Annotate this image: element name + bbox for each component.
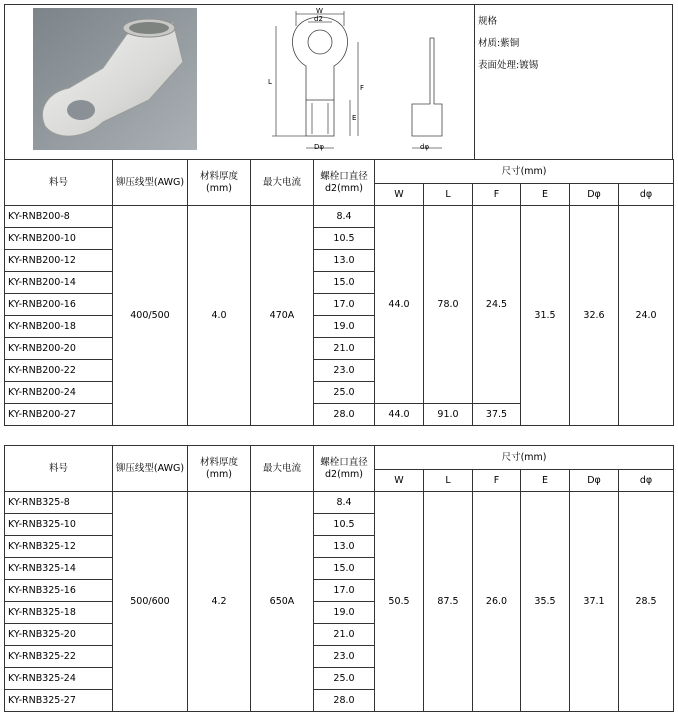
header-e: E [521, 470, 570, 492]
part-number: KY-RNB325-22 [5, 646, 113, 668]
l-value-last: 91.0 [424, 404, 473, 426]
part-number: KY-RNB325-16 [5, 580, 113, 602]
d2-value: 13.0 [314, 250, 375, 272]
header-Dphi: Dφ [570, 184, 619, 206]
header-thickness: 材料厚度 (mm) [188, 160, 251, 206]
header-l: L [424, 470, 473, 492]
l-value: 87.5 [424, 492, 473, 712]
l-value: 78.0 [424, 206, 473, 404]
part-number: KY-RNB200-20 [5, 338, 113, 360]
w-value: 50.5 [375, 492, 424, 712]
header-bolt: 螺栓口直径 d2(mm) [314, 446, 375, 492]
wire-value: 400/500 [113, 206, 188, 426]
header-f: F [473, 184, 521, 206]
part-number: KY-RNB325-10 [5, 514, 113, 536]
header-w: W [375, 470, 424, 492]
d2-value: 23.0 [314, 360, 375, 382]
part-number: KY-RNB200-27 [5, 404, 113, 426]
header-Dphi: Dφ [570, 470, 619, 492]
d2-value: 23.0 [314, 646, 375, 668]
part-number: KY-RNB200-14 [5, 272, 113, 294]
thickness-value: 4.2 [188, 492, 251, 712]
Dphi-value: 32.6 [570, 206, 619, 426]
header-bolt: 螺栓口直径 d2(mm) [314, 160, 375, 206]
spec-material: 材质:紫铜 [478, 38, 520, 49]
d2-value: 21.0 [314, 624, 375, 646]
w-value-last: 44.0 [375, 404, 424, 426]
header-part-no: 料号 [5, 160, 113, 206]
Dphi-value: 37.1 [570, 492, 619, 712]
spec-title: 规格 [478, 16, 498, 27]
product-photo [33, 8, 197, 150]
header-size: 尺寸(mm) [375, 160, 674, 184]
d2-value: 28.0 [314, 404, 375, 426]
spec-panel [474, 4, 673, 159]
part-number: KY-RNB200-24 [5, 382, 113, 404]
f-value: 24.5 [473, 206, 521, 404]
header-l: L [424, 184, 473, 206]
d2-value: 8.4 [314, 492, 375, 514]
dim-l-label: L [268, 78, 272, 86]
dim-dphi-upper-label: Dφ [314, 143, 325, 151]
d2-value: 25.0 [314, 382, 375, 404]
part-number: KY-RNB325-27 [5, 690, 113, 712]
dim-w-label: W [316, 7, 323, 15]
part-number: KY-RNB325-20 [5, 624, 113, 646]
d2-value: 10.5 [314, 514, 375, 536]
d2-value: 28.0 [314, 690, 375, 712]
part-number: KY-RNB325-18 [5, 602, 113, 624]
d2-value: 19.0 [314, 602, 375, 624]
e-value: 31.5 [521, 206, 570, 426]
d2-value: 15.0 [314, 558, 375, 580]
header-part-no: 料号 [5, 446, 113, 492]
d2-value: 25.0 [314, 668, 375, 690]
current-value: 470A [251, 206, 314, 426]
d2-value: 17.0 [314, 294, 375, 316]
part-number: KY-RNB200-22 [5, 360, 113, 382]
d2-value: 15.0 [314, 272, 375, 294]
header-w: W [375, 184, 424, 206]
spec-surface: 表面处理:镀锡 [478, 60, 539, 71]
header-wire: 铆压线型(AWG) [113, 446, 188, 492]
w-value: 44.0 [375, 206, 424, 404]
header-dphi: dφ [619, 184, 674, 206]
f-value: 26.0 [473, 492, 521, 712]
part-number: KY-RNB325-14 [5, 558, 113, 580]
header-thickness: 材料厚度 (mm) [188, 446, 251, 492]
part-number: KY-RNB200-12 [5, 250, 113, 272]
d2-value: 17.0 [314, 580, 375, 602]
dimension-drawing [258, 8, 468, 156]
header-e: E [521, 184, 570, 206]
d2-value: 19.0 [314, 316, 375, 338]
dphi-value: 28.5 [619, 492, 674, 712]
d2-value: 8.4 [314, 206, 375, 228]
dim-d2-label: d2 [314, 15, 323, 23]
dim-e-label: E [352, 114, 357, 122]
part-number: KY-RNB200-10 [5, 228, 113, 250]
thickness-value: 4.0 [188, 206, 251, 426]
e-value: 35.5 [521, 492, 570, 712]
d2-value: 21.0 [314, 338, 375, 360]
dphi-value: 24.0 [619, 206, 674, 426]
header-current: 最大电流 [251, 446, 314, 492]
dim-f-label: F [360, 84, 365, 92]
part-number: KY-RNB200-8 [5, 206, 113, 228]
part-number: KY-RNB200-18 [5, 316, 113, 338]
header-f: F [473, 470, 521, 492]
part-number: KY-RNB200-16 [5, 294, 113, 316]
header-current: 最大电流 [251, 160, 314, 206]
header-dphi: dφ [619, 470, 674, 492]
d2-value: 10.5 [314, 228, 375, 250]
part-number: KY-RNB325-24 [5, 668, 113, 690]
part-number: KY-RNB325-8 [5, 492, 113, 514]
header-wire: 铆压线型(AWG) [113, 160, 188, 206]
part-number: KY-RNB325-12 [5, 536, 113, 558]
current-value: 650A [251, 492, 314, 712]
d2-value: 13.0 [314, 536, 375, 558]
dim-dphi-lower-label: dφ [420, 143, 430, 151]
f-value-last: 37.5 [473, 404, 521, 426]
wire-value: 500/600 [113, 492, 188, 712]
spec-table-rnb200 [4, 159, 674, 426]
header-size: 尺寸(mm) [375, 446, 674, 470]
spec-table-rnb325 [4, 445, 674, 712]
